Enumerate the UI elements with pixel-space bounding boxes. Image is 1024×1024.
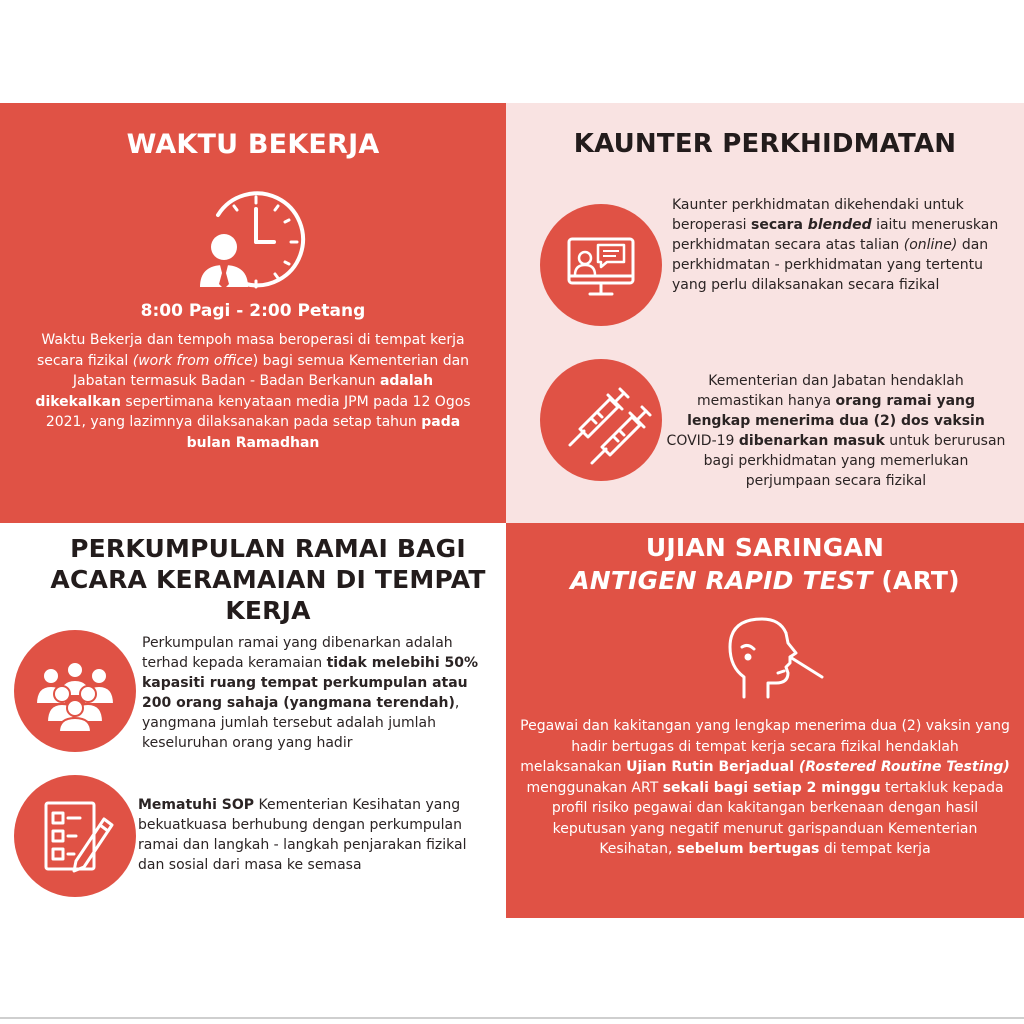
clock-person-icon bbox=[196, 185, 306, 295]
syringe-icon bbox=[540, 359, 662, 481]
bottom-divider bbox=[0, 1017, 1024, 1019]
kaunter-title: KAUNTER PERKHIDMATAN bbox=[573, 129, 957, 159]
waktu-body: Waktu Bekerja dan tempoh masa beroperasi di tempat kerja secara fizikal (work from office) bagi semua Kementerian dan Jabatan termasuk Badan - Badan Berkanun adalah dikekalkan sepertimana kenyataan media JPM pada 12 Ogos 2021, yang lazimnya dilaksanakan pada setap tahun pada bulan Ramadhan bbox=[35, 332, 471, 451]
kaunter-vaksin-text: Kementerian dan Jabatan hendaklah memastikan hanya orang ramai yang lengkap menerima dua (2) dos vaksin COVID-19 dibenarkan masuk untuk berurusan bagi perkhidmatan yang memerlukan perjumpaan secara fizikal bbox=[666, 373, 1006, 489]
panel-ujian-saringan bbox=[506, 523, 1024, 918]
kaunter-blended-text: Kaunter perkhidmatan dikehendaki untuk beroperasi secara blended iaitu meneruskan perkhidmatan secara atas talian (online) dan perkhidmatan - perkhidmatan yang tertentu yang perlu dilaksanakan secara fizikal bbox=[672, 197, 999, 293]
perkumpulan-sop-text: Mematuhi SOP Kementerian Kesihatan yang bekuatkuasa berhubung dengan perkumpulan ramai dan langkah - langkah penjarakan fizikal dan sosial dari masa ke semasa bbox=[138, 797, 467, 873]
perkumpulan-kapasiti-text: Perkumpulan ramai yang dibenarkan adalah terhad kepada keramaian tidak melebihi 50% kapasiti ruang tempat perkumpulan atau 200 orang sahaja (yangmana terendah), yangmana jumlah tersebut adalah jumlah keseluruhan orang yang hadir bbox=[142, 635, 479, 751]
perkumpulan-title: PERKUMPULAN RAMAI BAGI ACARA KERAMAIAN DI TEMPAT KERJA bbox=[50, 534, 486, 625]
checklist-icon bbox=[14, 775, 136, 897]
nasal-swab-icon bbox=[718, 611, 828, 701]
waktu-title: WAKTU BEKERJA bbox=[126, 129, 380, 160]
ujian-title: UJIAN SARINGAN ANTIGEN RAPID TEST (ART) bbox=[570, 533, 960, 595]
panel-perkumpulan-ramai bbox=[0, 523, 506, 923]
ujian-body: Pegawai dan kakitangan yang lengkap menerima dua (2) vaksin yang hadir bertugas di tempat kerja secara fizikal hendaklah melaksanakan Ujian Rutin Berjadual (Rostered Routine Testing) menggunakan ART sekali bagi setiap 2 minggu tertakluk kepada profil risiko pegawai dan kakitangan berkenaan dengan hasil keputusan yang negatif menurut garispanduan Kementerian Kesihatan, sebelum bertugas di tempat kerja bbox=[520, 718, 1010, 857]
crowd-icon bbox=[14, 630, 136, 752]
working-hours: 8:00 Pagi - 2:00 Petang bbox=[140, 301, 366, 321]
panel-waktu-bekerja bbox=[0, 103, 506, 523]
online-counter-icon bbox=[540, 204, 662, 326]
panel-kaunter-perkhidmatan bbox=[506, 103, 1024, 523]
